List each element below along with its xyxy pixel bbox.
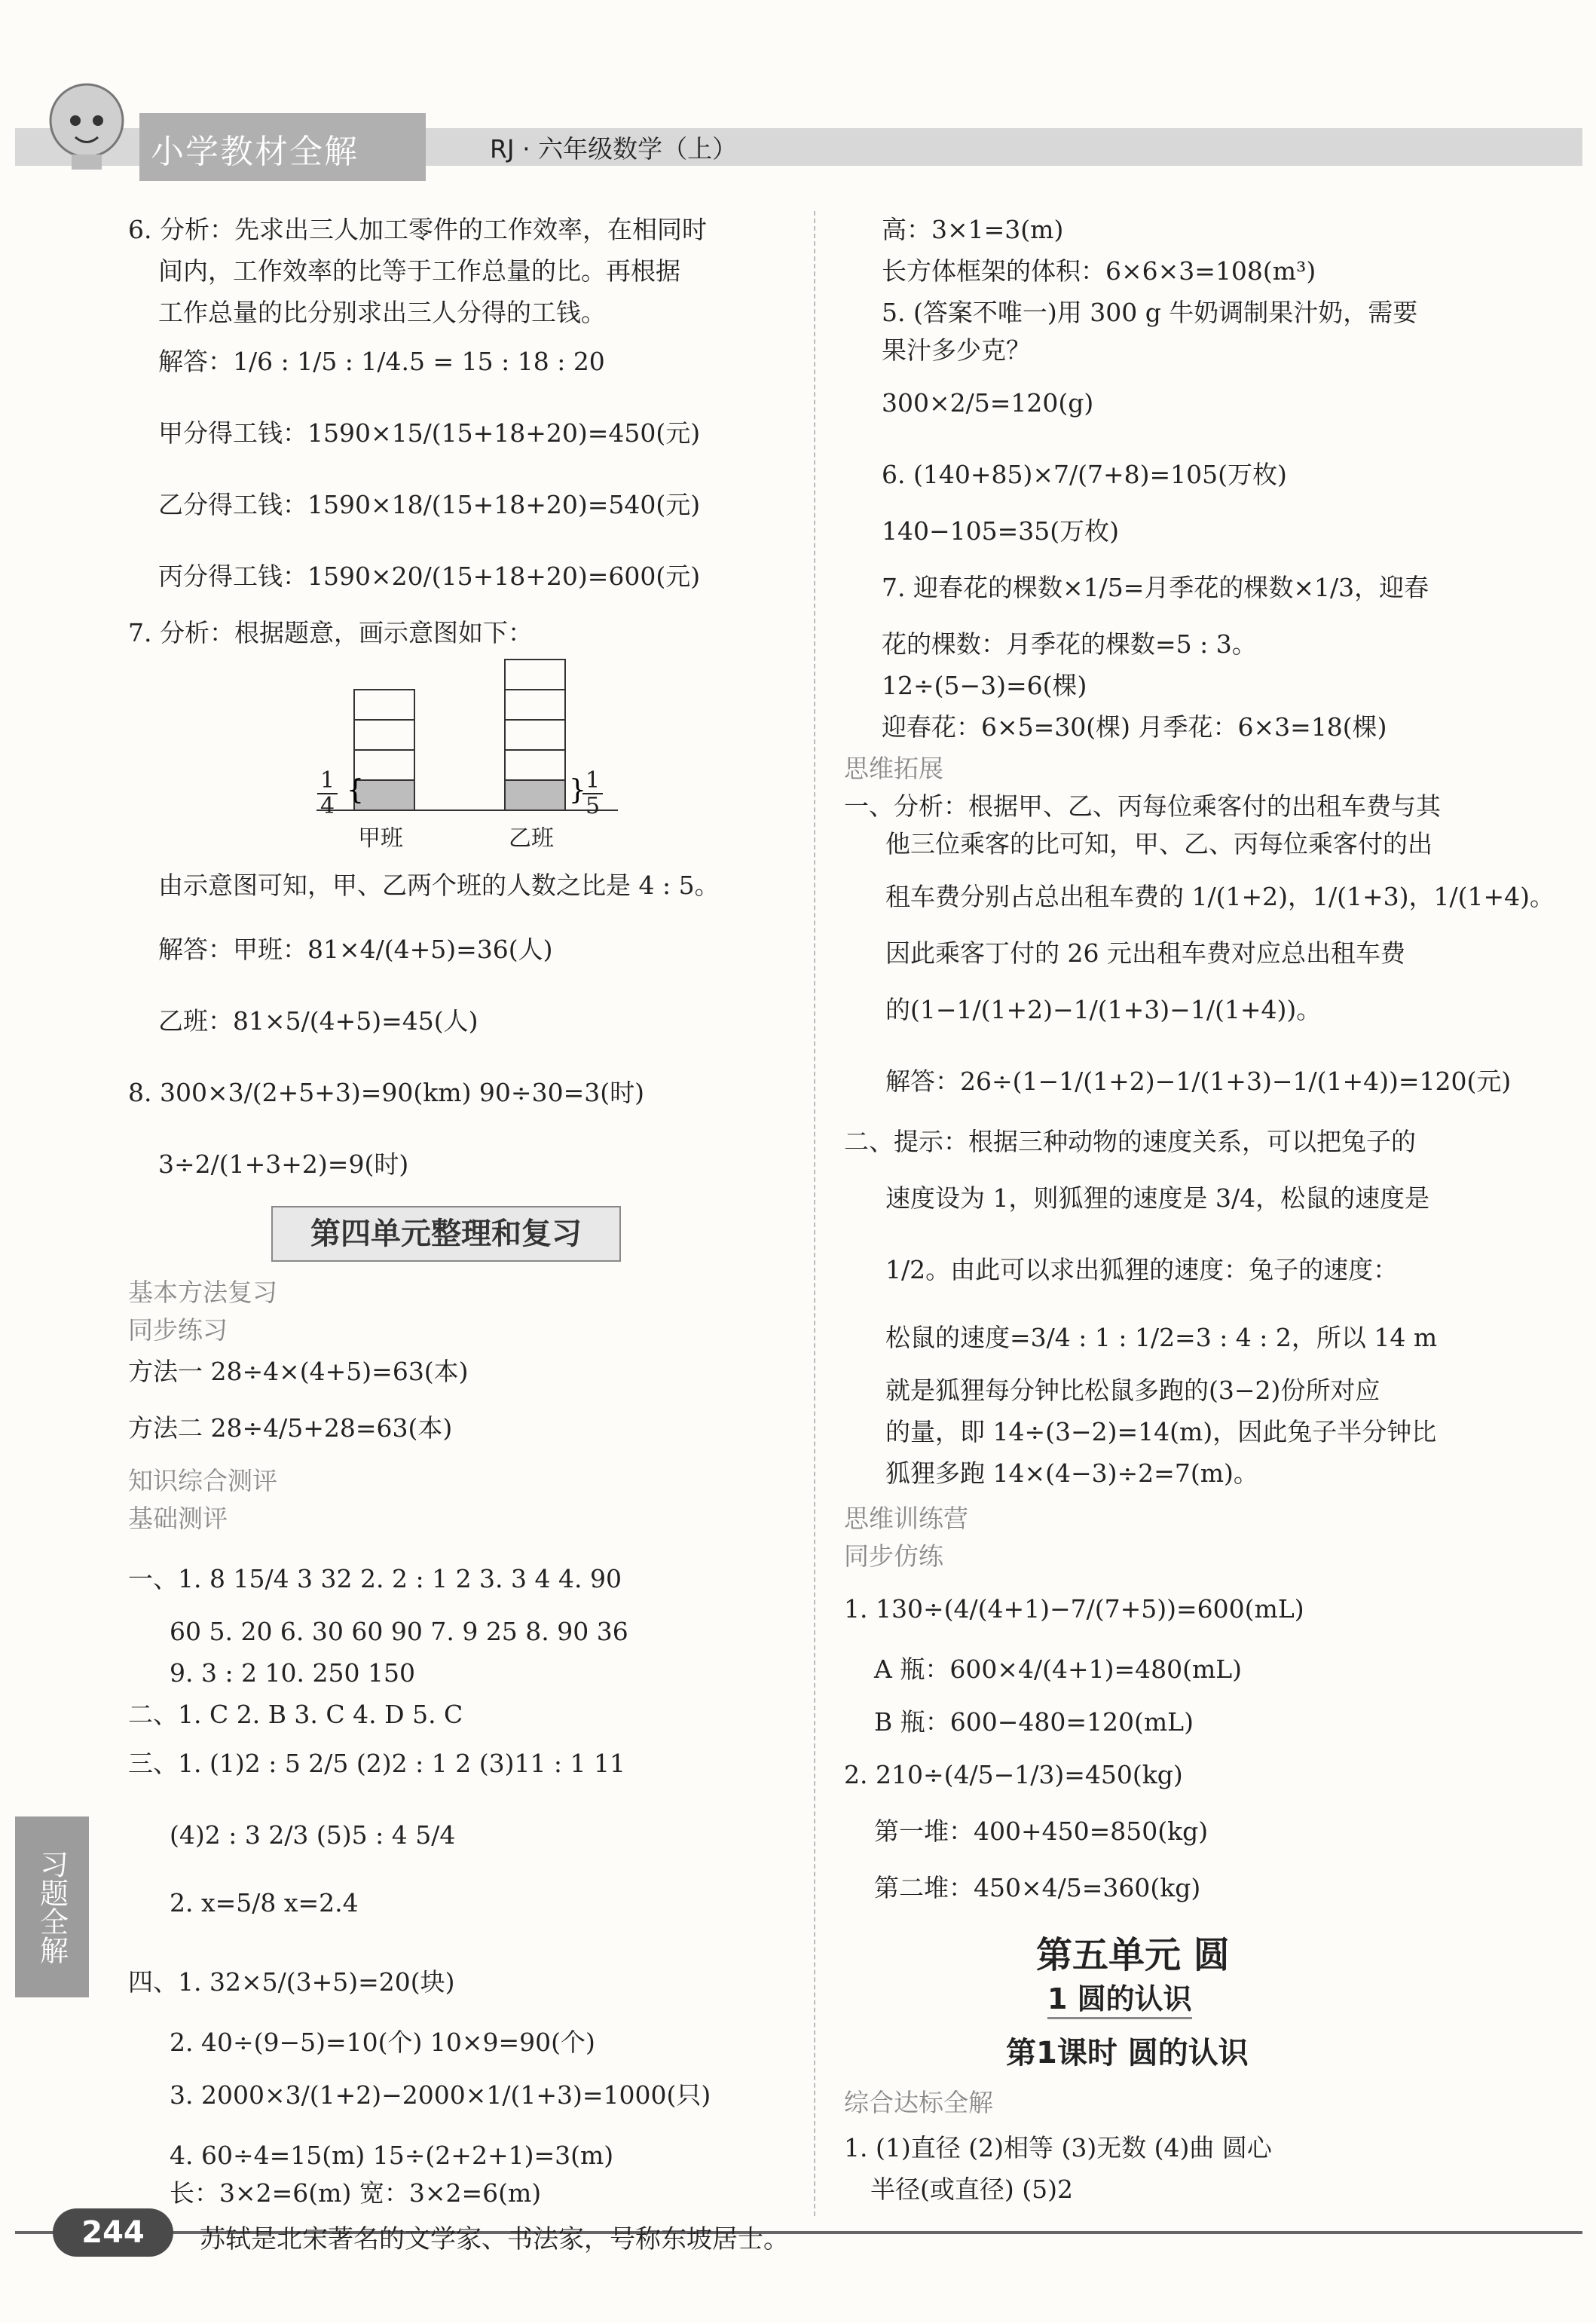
extend-line: 1/2。由此可以求出狐狸的速度：兔子的速度： (885, 1255, 1399, 1284)
answer-line: 3. 2000×3/(1+2)−2000×1/(1+3)=1000(只) (170, 2080, 711, 2110)
right-line: 花的棵数：月季花的棵数=5 : 3。 (882, 629, 1257, 659)
extend-line: 的(1−1/(1+2)−1/(1+3)−1/(1+4))。 (885, 995, 1322, 1024)
extend-line: 他三位乘客的比可知，甲、乙、丙每位乘客付的出 (885, 829, 1432, 858)
answer-line: 四、1. 32×5/(3+5)=20(块) (128, 1967, 455, 1997)
extend-line: 速度设为 1，则狐狸的速度是 3/4，松鼠的速度是 (885, 1183, 1430, 1213)
final-line: 半径(或直径) (5)2 (870, 2175, 1073, 2204)
label-camp: 思维训练营 (844, 1504, 968, 1533)
section-title: 第四单元整理和复习 (271, 1206, 621, 1262)
right-line: 300×2/5=120(g) (882, 388, 1094, 418)
answer-line: 2. 40÷(9−5)=10(个) 10×9=90(个) (170, 2028, 595, 2057)
camp-line: 第二堆：450×4/5=360(kg) (874, 1873, 1201, 1902)
extend-line: 租车费分别占总出租车费的 1/(1+2)，1/(1+3)，1/(1+4)。 (885, 882, 1555, 911)
label-sync: 同步练习 (128, 1315, 228, 1345)
brace-right: } (569, 775, 586, 806)
side-tab: 习题全解 (15, 1816, 89, 1997)
label-yi: 乙班 (509, 825, 554, 852)
q8-line: 3÷2/(1+3+2)=9(时) (158, 1149, 409, 1179)
label-knowledge: 知识综合测评 (128, 1466, 277, 1495)
q6-yi: 乙分得工钱：1590×18/(15+18+20)=540(元) (158, 490, 701, 519)
extend-line: 解答：26÷(1−1/(1+2)−1/(1+3)−1/(1+4))=120(元) (885, 1067, 1512, 1096)
right-line: 12÷(5−3)=6(棵) (882, 671, 1087, 700)
right-line: 5. (答案不唯一)用 300 g 牛奶调制果汁奶，需要 (882, 298, 1418, 327)
bar-yi (505, 660, 565, 810)
q6-analysis-line: 间内，工作效率的比等于工作总量的比。再根据 (158, 256, 680, 286)
extend-line: 因此乘客丁付的 26 元出租车费对应总出租车费 (885, 938, 1405, 968)
mascot-icon (30, 75, 143, 173)
extend-line: 就是狐狸每分钟比松鼠多跑的(3−2)份所对应 (885, 1376, 1380, 1405)
q6-jia: 甲分得工钱：1590×15/(15+18+20)=450(元) (158, 418, 701, 448)
label-basic: 基本方法复习 (128, 1278, 277, 1307)
label-full: 综合达标全解 (844, 2088, 993, 2117)
method-2: 方法二 28÷4/5+28=63(本) (128, 1413, 453, 1443)
right-line: 6. (140+85)×7/(7+8)=105(万枚) (882, 460, 1287, 489)
right-line: 140−105=35(万枚) (882, 516, 1120, 546)
answer-line: 长：3×2=6(m) 宽：3×2=6(m) (170, 2178, 542, 2208)
camp-line: 第一堆：400+450=850(kg) (874, 1816, 1209, 1846)
label-jia: 甲班 (358, 825, 403, 852)
q7-line: 解答：甲班：81×4/(4+5)=36(人) (158, 935, 553, 964)
label-base: 基础测评 (128, 1504, 228, 1533)
class-ratio-diagram (301, 648, 625, 867)
right-line: 7. 迎春花的棵数×1/5=月季花的棵数×1/3，迎春 (882, 573, 1429, 602)
right-line: 果汁多少克？ (882, 335, 1031, 365)
period-title: 第1课时 圆的认识 (1006, 2036, 1249, 2070)
extend-line: 二、提示：根据三种动物的速度关系，可以把兔子的 (844, 1127, 1416, 1156)
answer-line: 4. 60÷4=15(m) 15÷(2+2+1)=3(m) (170, 2141, 614, 2170)
label-extend: 思维拓展 (844, 754, 943, 783)
method-1: 方法一 28÷4×(4+5)=63(本) (128, 1357, 469, 1386)
answer-line: 60 5. 20 6. 30 60 90 7. 9 25 8. 90 36 (170, 1617, 628, 1646)
brace-left: { (347, 775, 364, 806)
answer-line: 2. x=5/8 x=2.4 (170, 1888, 359, 1917)
q6-analysis-line: 6. 分析：先求出三人加工零件的工作效率，在相同时 (128, 215, 707, 244)
q6-bing: 丙分得工钱：1590×20/(15+18+20)=600(元) (158, 562, 701, 591)
footer-note: 苏轼是北宋著名的文学家、书法家，号称东坡居士。 (200, 2224, 789, 2254)
right-line: 迎春花：6×5=30(棵) 月季花：6×3=18(棵) (882, 712, 1387, 742)
q8-line: 8. 300×3/(2+5+3)=90(km) 90÷30=3(时) (128, 1078, 644, 1107)
q6-analysis-line: 工作总量的比分别求出三人分得的工钱。 (158, 298, 606, 327)
final-line: 1. (1)直径 (2)相等 (3)无数 (4)曲 圆心 (844, 2133, 1272, 2162)
q7-line: 由示意图可知，甲、乙两个班的人数之比是 4 : 5。 (158, 871, 720, 900)
camp-line: B 瓶：600−480=120(mL) (874, 1707, 1194, 1737)
extend-line: 的量，即 14÷(3−2)=14(m)，因此兔子半分钟比 (885, 1417, 1437, 1446)
book-title: 小学教材全解 (151, 133, 359, 171)
diagram-left-fraction: $\frac{1}{4}$ (315, 769, 340, 818)
page-number: 244 (53, 2208, 173, 2257)
answer-line: 三、1. (1)2 : 5 2/5 (2)2 : 1 2 (3)11 : 1 11 (128, 1749, 626, 1778)
camp-line: 1. 130÷(4/(4+1)−7/(7+5))=600(mL) (844, 1594, 1304, 1624)
q6-solution: 解答：1/6 : 1/5 : 1/4.5 = 15 : 18 : 20 (158, 347, 605, 376)
diagram-right-fraction: $\frac{1}{5}$ (580, 769, 605, 818)
extend-line: 一、分析：根据甲、乙、丙每位乘客付的出租车费与其 (844, 791, 1441, 821)
right-line: 高：3×1=3(m) (882, 215, 1064, 244)
q7-analysis: 7. 分析：根据题意，画示意图如下： (128, 618, 533, 647)
q7-line: 乙班：81×5/(4+5)=45(人) (158, 1006, 478, 1036)
column-divider (814, 211, 815, 2216)
label-sync2: 同步仿练 (844, 1541, 943, 1571)
camp-line: 2. 210÷(4/5−1/3)=450(kg) (844, 1760, 1183, 1789)
camp-line: A 瓶：600×4/(4+1)=480(mL) (874, 1654, 1243, 1684)
answer-line: (4)2 : 3 2/3 (5)5 : 4 5/4 (170, 1820, 456, 1850)
extend-line: 松鼠的速度=3/4 : 1 : 1/2=3 : 4 : 2，所以 14 m (885, 1323, 1438, 1352)
answer-line: 9. 3 : 2 10. 250 150 (170, 1658, 415, 1688)
lesson-title: 1 圆的认识 (1047, 1982, 1192, 2019)
answer-line: 二、1. C 2. B 3. C 4. D 5. C (128, 1700, 463, 1729)
unit5-title: 第五单元 圆 (1036, 1934, 1230, 1976)
header-subtitle: RJ · 六年级数学（上） (490, 134, 738, 164)
answer-line: 一、1. 8 15/4 3 32 2. 2 : 1 2 3. 3 4 4. 90 (128, 1564, 622, 1593)
right-line: 长方体框架的体积：6×6×3=108(m³) (882, 256, 1316, 286)
extend-line: 狐狸多跑 14×(4−3)÷2=7(m)。 (885, 1458, 1258, 1488)
